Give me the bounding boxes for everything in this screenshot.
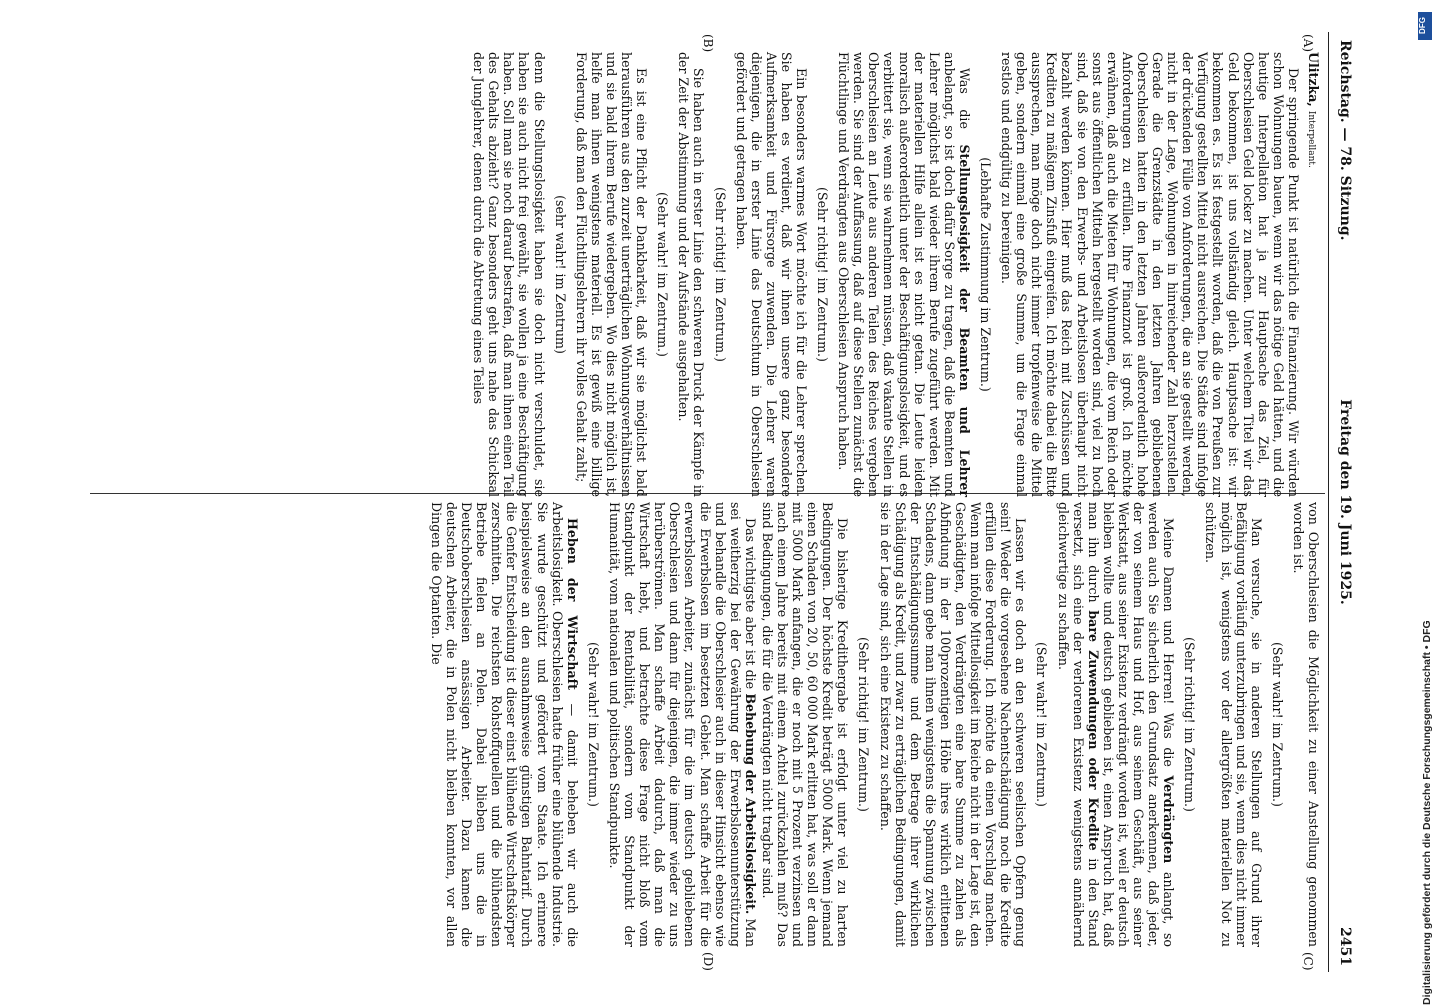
- paragraph: Die bisherige Kredithergabe ist erfolgt unter viel zu harten Bedingungen. Der höchste Kredit beträgt 5000 Mark. Wenn jemand einen Schaden von 20, 50, 60 000 Mark erlitten hat, was soll er dann mit 5000 Mark anfangen, die er noch mit 5 Prozent verzinsen und nach einem Jahre bereits mit einem Achtel zurückzahlen muß? Das sind Bedingungen, die für die Verdrängten nicht tragbar sind.: [759, 502, 851, 947]
- scanned-page: [80, 30, 1360, 975]
- header-date: Freitag den 19. Juni 1925.: [1337, 399, 1353, 605]
- margin-marker-d: (D): [701, 952, 715, 971]
- speaker-name: Ulitzka,: [1306, 52, 1321, 107]
- emphasis: Stellungslosigkeit der Beamten und Lehrer: [956, 144, 972, 497]
- emphasis: Heben der Wirtschaft: [564, 518, 580, 690]
- paragraph: Es ist eine Pflicht der Dankbarkeit, daß wir sie möglichst bald herausführen aus den zurzeit unerträglichen Wohnungsverhältnissen und sie bald ihrem Berufe wiedergeben. Wo dies nicht möglich ist, helfe man ihnen wenigstens materiell. Es ist gewiß eine billige Forderung, daß man den Flüchtlingslehrern ihr volles Gehalt zahlt;: [573, 52, 650, 497]
- emphasis: bare Zuwendungen oder Kredite: [1085, 610, 1101, 851]
- right-column: [427, 502, 1321, 947]
- paragraph: Man versuche, sie in anderen Stellungen auf Grund ihrer Befähigung vorläufig unterzubringen und sie, wenn dies nicht immer möglich ist, wenigstens vor der allergrößten materiellen Not zu schützen.: [1203, 502, 1264, 947]
- speaker-role: Interpellant.: [1306, 110, 1316, 168]
- margin-marker-c: (C): [1301, 952, 1315, 971]
- margin-marker-b: (B): [701, 34, 715, 53]
- paragraph: Der springende Punkt ist natürlich die Finanzierung. Wir würden schon Wohnungen bauen, wenn wir das nötige Geld hätten, und die heutige Interpellation hat ja zur Hauptsache das Ziel, für Oberschlesien Geld locker zu machen. Unter welchem Titel wir das Geld bekommen, ist uns vollständig gleich. Hauptsache ist: wir bekommen es. Es ist festgestellt worden, daß die von Preußen zur Verfügung gestellten Mittel nicht ausreichen. Die Städte sind infolge der drückenden Fülle von Anforderungen, die an sie gestellt werden, nicht in der Lage, Wohnungen in hinreichender Zahl herzustellen. Gerade die Grenzstädte in den letzten Jahren gebliebenen Oberschlesien hatten in den letzten Jahren außerordentlich hohe Anforderungen zu erfüllen. Ihre Finanznot ist groß. Ich möchte erwähnen, daß auch die Mieten für Wohnungen, die vom Reich oder sonst aus öffentlichen Mitteln hergestellt worden sind, viel zu hoch sind, daß sie von den Erwerbs- und Arbeitslosen überhaupt nicht bezahlt werden können. Hier muß das Reich mit Zuschüssen und Krediten zu mäßigem Zinsfuß eingreifen. Ich möchte dabei die Bitte aussprechen, man möge doch nicht immer tropfenweise die Mittel geben, sondern einmal eine große Summe, um die Frage einmal restlos und endgültig zu bereinigen.: [999, 52, 1301, 497]
- dfg-logo: DFG: [1418, 12, 1432, 40]
- margin-marker-a: (A): [1301, 34, 1315, 53]
- running-header: [1328, 32, 1355, 972]
- paragraph: von Oberschlesien die Möglichkeit zu einer Anstellung genommen worden ist.: [1290, 502, 1321, 947]
- left-column: [469, 52, 1321, 497]
- paragraph: Sie haben auch in erster Linie den schweren Druck der Kämpfe in der Zeit der Abstimmung und der Aufstände ausgehalten.: [676, 52, 707, 497]
- rotated-page-content: [85, 32, 1355, 972]
- interjection: (Lebhafte Zustimmung im Zentrum.): [978, 157, 994, 392]
- paragraph: denn die Stellungslosigkeit haben sie doch nicht verschuldet, sie haben sie auch nicht frei gewählt, sie wollen ja eine Beschäftigung haben. Soll man sie noch darauf bestrafen, daß man ihnen einen Teil des Gehalts abzieht? Ganz besonders geht uns nahe das Schicksal der Junglehrer, denen durch die Abtretung eines Teiles: [471, 52, 547, 497]
- interjection: (Sehr richtig! im Zentrum.): [856, 637, 872, 812]
- interjection: (Sehr richtig! im Zentrum.): [712, 187, 728, 362]
- paragraph: Was die Stellungslosigkeit der Beamten und Lehrer anbelangt, so ist doch dafür Sorge zu tragen, daß die Beamten und Lehrer möglichst bald wieder ihrem Berufe zugeführt werden. Mit der materiellen Hilfe allein ist es nicht getan. Die Leute leiden moralisch außerordentlich unter der Beschäftigungslosigkeit, und es verbittert sie, wenn sie wahrnehmen müssen, daß vakante Stellen in Oberschlesien an Leute aus anderen Teilen des Reiches vergeben werden. Sie sind der Auffassung, daß auf diese Stellen zunächst die Flüchtlinge und Verdrängten aus Oberschlesien Anspruch haben.: [836, 52, 972, 497]
- header-session: Reichstag. — 78. Sitzung.: [1337, 40, 1353, 241]
- emphasis: Verdrängten: [1161, 775, 1177, 864]
- paragraph: Lassen wir es doch an den schweren seelischen Opfern genug sein! Weder die vorgesehene Nachentschädigung noch die Kredite erfüllen diese Forderung. Ich möchte da einen Vorschlag machen. Wenn man infolge Mittellosigkeit im Reiche nicht in der Lage ist, den Geschädigten, den Verdrängten eine bare Summe zu zahlen als Abfindung in der 100prozentigen Höhe ihres wirklich erlittenen Schadens, dann gebe man ihnen wenigstens die Spannung zwischen der Entschädigungssumme und dem Betrage ihrer wirklichen Schädigung als Kredit, und zwar zu erträglichen Bedingungen, damit sie in der Lage sind, sich eine Existenz zu schaffen.: [877, 502, 1029, 947]
- paragraph: Ein besonders warmes Wort möchte ich für die Lehrer sprechen. Sie haben es verdient, daß wir ihnen unsere ganz besondere Aufmerksamkeit und Fürsorge zuwenden. Die Lehrer waren diejenigen, die in erster Linie das Deutschtum in Oberschlesien gefördert und getragen haben.: [733, 52, 809, 497]
- digitization-note: Digitalisierung gefördert durch die Deutsche Forschungsgemeinschaft • DFG: [1421, 620, 1433, 1005]
- emphasis: Behebung der Arbeitslosigkeit.: [742, 693, 758, 915]
- interjection: (Sehr wahr! im Zentrum.): [1034, 642, 1050, 807]
- speaker-line: [1303, 52, 1321, 497]
- interjection: (Sehr wahr! im Zentrum.): [585, 642, 601, 807]
- interjection: (Sehr richtig! im Zentrum.): [815, 187, 831, 362]
- page-number: 2451: [1337, 927, 1353, 966]
- paragraph: Meine Damen und Herren! Was die Verdrängten anlangt, so werden auch Sie sicherlich den Grundsatz anerkennen, daß jeder, der von seinem Haus und Hof, aus seinem Geschäft, aus seiner Werkstatt, aus seiner Existenz verdrängt worden ist, weil er deutsch bleiben wollte und deutsch geblieben ist, einen Anspruch hat, daß man ihn durch bare Zuwendungen oder Kredite in den Stand versetzt, sich eine der verlorenen Existenz wenigstens annähernd gleichwertige zu schaffen.: [1055, 502, 1177, 947]
- interjection: (Sehr richtig! im Zentrum.): [1182, 637, 1198, 812]
- paragraph: Das wichtigste aber ist die Behebung der Arbeitslosigkeit. Man sei weitherzig bei der Gewährung der Erwerbslosenunterstützung und behandle die Oberschlesier auch in dieser Hinsicht ebenso wie die Erwerbslosen im besetzten Gebiet. Man schaffe Arbeit für die erwerbslosen Arbeiter, zunächst für die im deutsch gebliebenen Oberschlesien und dann für diejenigen, die immer wieder zu uns herüberströmen. Man schaffe Arbeit dadurch, daß man die Wirtschaft hebt, und betrachte diese Frage nicht bloß vom Standpunkt der Rentabilität, sondern vom Standpunkt der Humanität, vom nationalen und politischen Standpunkte.: [606, 502, 758, 947]
- interjection: (Sehr wahr! im Zentrum.): [655, 192, 671, 357]
- digitization-credit: [1417, 10, 1434, 1005]
- interjection: (Sehr wahr! im Zentrum.): [1269, 642, 1285, 807]
- interjection: (sehr wahr! im Zentrum): [552, 195, 568, 354]
- paragraph: Heben der Wirtschaft — damit beheben wir auch die Arbeitslosigkeit. Oberschlesien hatte früher eine blühende Industrie. Sie wurde geschützt und gefördert vom Staate. Ich erinnere beispielsweise an den ausnahmsweise günstigen Bahntarif. Durch die Genfer Entscheidung ist dieser einst blühende Wirtschaftskörper zerschnitten. Die reichsten Rohstoffquellen und die blühendsten Betriebe fielen an Polen. Dabei blieben uns die in Deutschoberschlesien ansässigen Arbeiter. Dazu kamen die deutschen Arbeiter, die in Polen nicht bleiben konnten, vor allen Dingen die Optanten. Die: [428, 502, 580, 947]
